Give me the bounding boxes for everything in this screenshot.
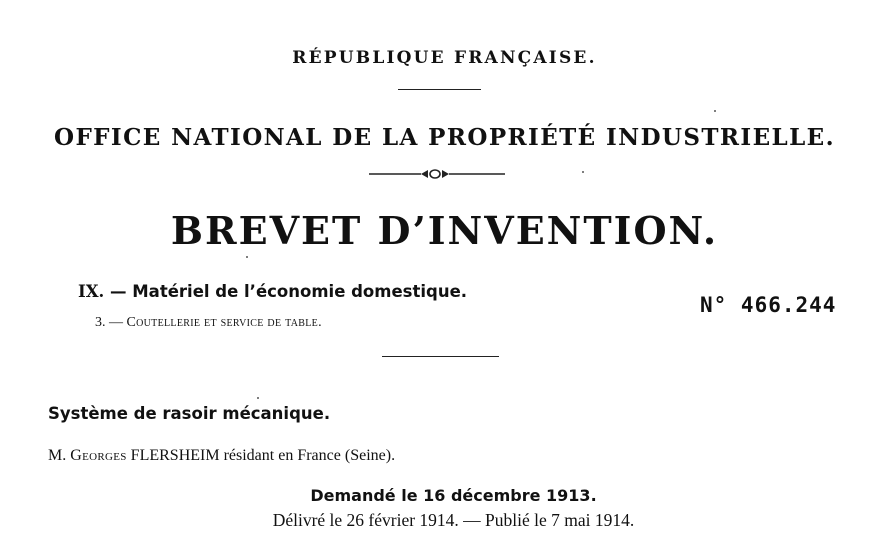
inventor-title: M. — [48, 447, 67, 464]
group-number: IX. — [78, 282, 105, 301]
inventor-line — [48, 447, 395, 465]
class-number: 3. — [95, 315, 106, 330]
classification-class — [95, 315, 322, 331]
inventor-surname: FLERSHEIM — [130, 447, 220, 464]
office-heading: OFFICE NATIONAL DE LA PROPRIÉTÉ INDUSTRIELLE. — [54, 124, 835, 151]
divider-middle — [382, 356, 499, 357]
inventor-given-name: Georges — [70, 447, 127, 464]
inventor-residence: résidant en France (Seine). — [223, 447, 396, 464]
group-label: Matériel de l’économie domestique. — [132, 282, 468, 301]
document-type-title: BREVET D’INVENTION. — [170, 208, 719, 253]
patent-number: N° 466.244 — [700, 293, 837, 317]
requested-date: Demandé le 16 décembre 1913. — [310, 486, 597, 505]
group-separator: — — [104, 282, 133, 301]
ornament-divider — [369, 166, 505, 180]
class-separator: — — [105, 315, 127, 330]
print-speck — [257, 397, 259, 399]
invention-title: Système de rasoir mécanique. — [48, 404, 331, 423]
delivered-published-dates: Délivré le 26 février 1914. — Publié le 7 mai 1914. — [272, 510, 635, 530]
ornament-icon — [369, 167, 505, 181]
class-label: Coutellerie et service de table. — [126, 315, 322, 330]
print-speck — [582, 171, 584, 173]
republique-heading: RÉPUBLIQUE FRANÇAISE. — [292, 48, 597, 68]
classification-group — [78, 282, 467, 301]
print-speck — [246, 256, 248, 258]
divider-top — [398, 89, 481, 90]
print-speck — [714, 110, 716, 112]
